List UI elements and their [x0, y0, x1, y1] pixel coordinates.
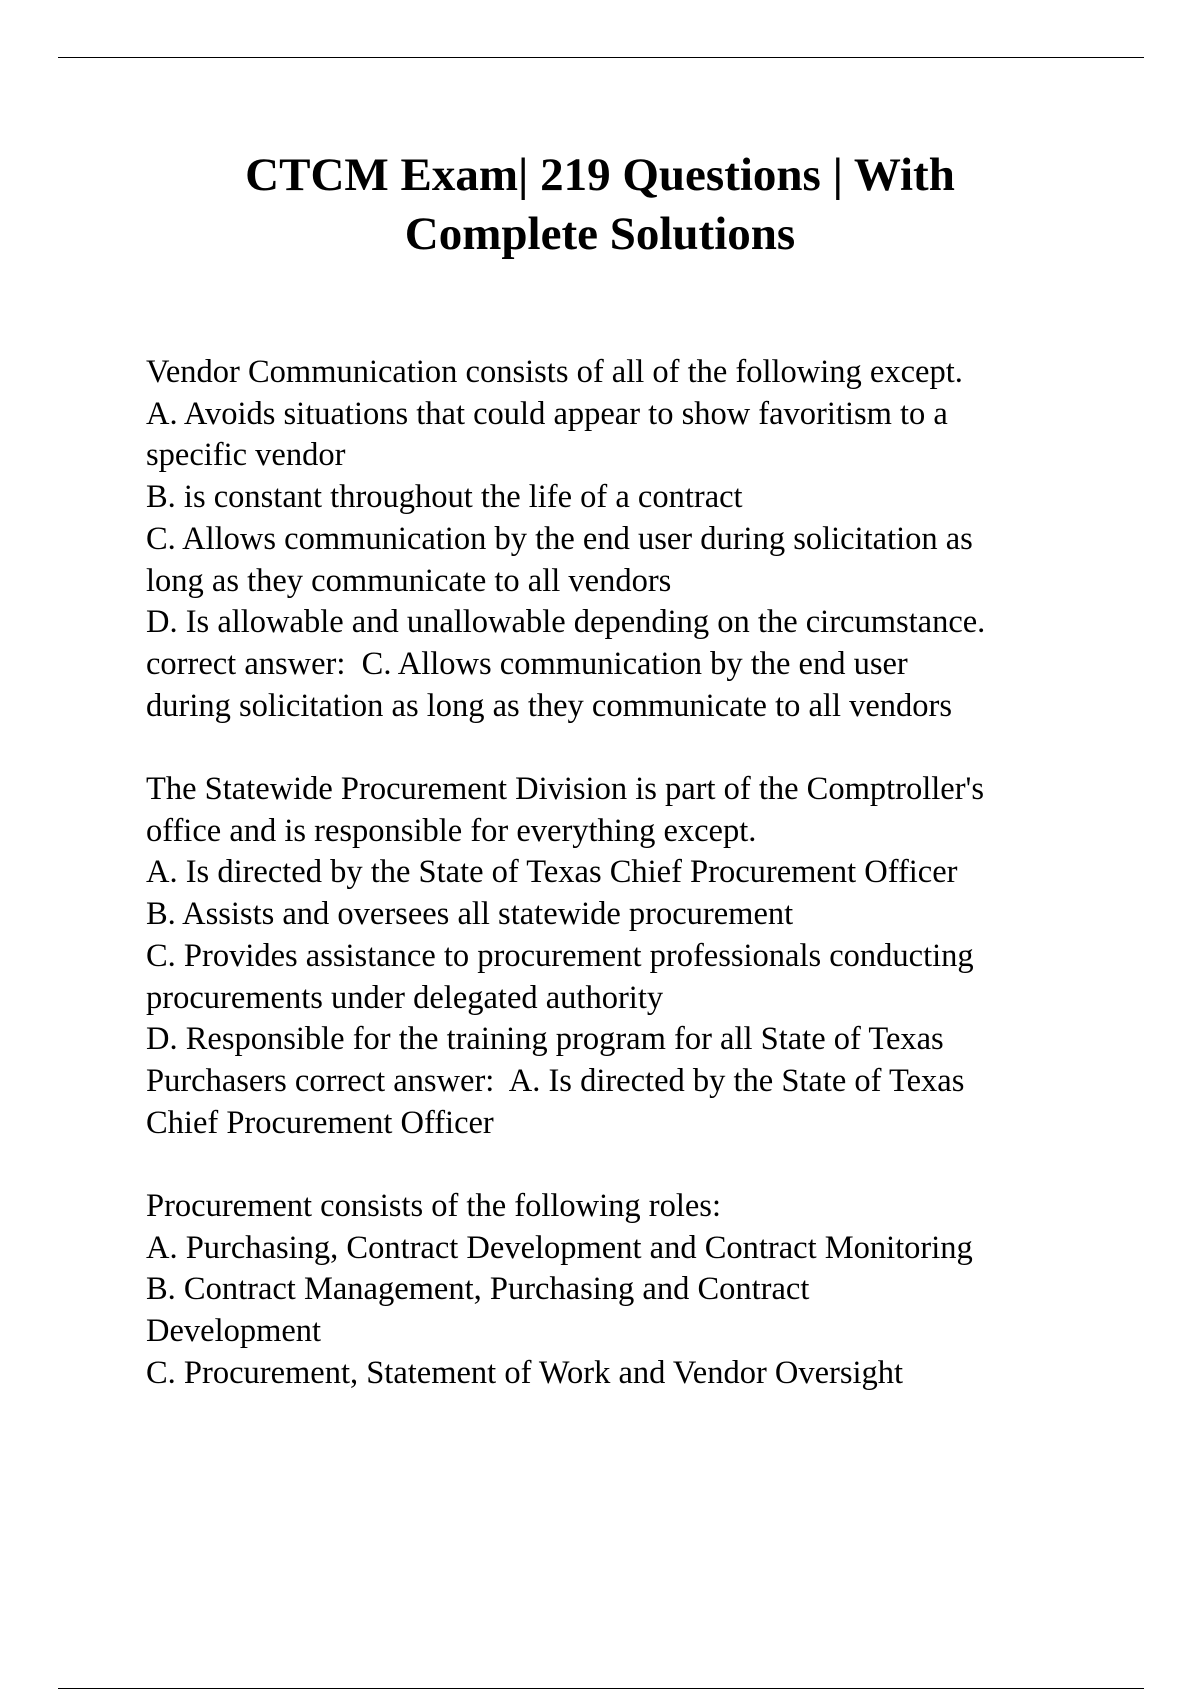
title-line: CTCM Exam| 219 Questions | With	[245, 149, 955, 201]
correct-answer-continued: Chief Procurement Officer	[146, 1104, 494, 1141]
top-rule	[58, 57, 1144, 58]
option-c: C. Provides assistance to procurement professionals conducting	[146, 937, 974, 974]
option-b: B. is constant throughout the life of a contract	[146, 479, 743, 516]
question-text: The Statewide Procurement Division is part of the Comptroller's	[146, 771, 985, 808]
correct-answer-continued: during solicitation as long as they communicate to all vendors	[146, 687, 953, 724]
document-body	[146, 352, 1156, 1395]
title-line: Complete Solutions	[404, 208, 796, 260]
option-a: A. Avoids situations that could appear to show favoritism to a	[146, 395, 948, 432]
paragraph-gap	[146, 727, 1156, 769]
option-c-continued: long as they communicate to all vendors	[146, 562, 672, 599]
paragraph-gap	[146, 1144, 1156, 1186]
correct-answer: Purchasers correct answer: A. Is directed by the State of Texas	[146, 1062, 965, 1099]
option-d: D. Responsible for the training program for all State of Texas	[146, 1021, 944, 1058]
option-b: B. Contract Management, Purchasing and Contract	[146, 1271, 810, 1308]
question-block-2	[146, 769, 1156, 1144]
question-text: Vendor Communication consists of all of the following except.	[146, 354, 963, 390]
option-c-continued: procurements under delegated authority	[146, 979, 664, 1016]
option-a-continued: specific vendor	[146, 437, 346, 474]
option-b: B. Assists and oversees all statewide procurement	[146, 896, 794, 933]
bottom-rule	[58, 1688, 1144, 1689]
question-block-3	[146, 1186, 1156, 1395]
document-title	[100, 146, 1100, 264]
question-block-1	[146, 352, 1156, 727]
option-a: A. Purchasing, Contract Development and Contract Monitoring	[146, 1229, 973, 1266]
correct-answer: correct answer: C. Allows communication by the end user	[146, 645, 908, 682]
option-b-continued: Development	[146, 1313, 322, 1350]
question-text: Procurement consists of the following roles:	[146, 1188, 721, 1225]
option-a: A. Is directed by the State of Texas Chief Procurement Officer	[146, 854, 958, 891]
option-c: C. Procurement, Statement of Work and Vendor Oversight	[146, 1354, 904, 1391]
option-d: D. Is allowable and unallowable depending on the circumstance.	[146, 604, 986, 641]
option-c: C. Allows communication by the end user during solicitation as	[146, 520, 973, 557]
question-text-continued: office and is responsible for everything except.	[146, 812, 757, 849]
